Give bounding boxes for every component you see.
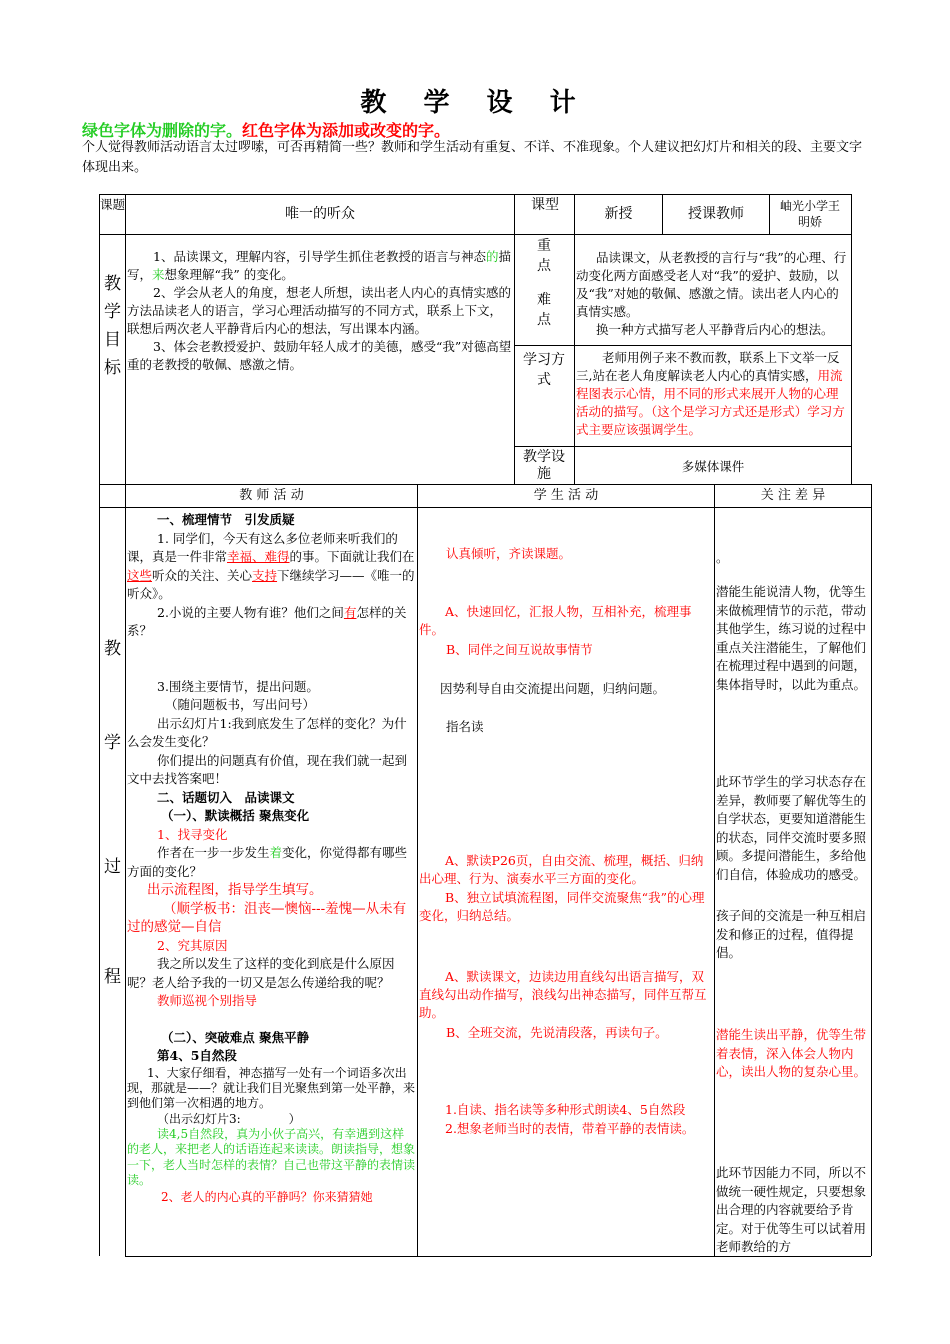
lesson-type: 新授: [604, 206, 633, 222]
method-label: 学习方式: [523, 352, 565, 388]
process-label-3: 过: [104, 857, 121, 877]
focus-3: 孩子间的交流是一种互相启发和修正的过程，值得提倡。: [716, 908, 867, 960]
goals-text: 1、品读课文，理解内容，引导学生抓住老教授的语言与神态的描写，来想象理解“我” 的变化。 2、学会从老人的角度，想老人所想，读出老人内心的真情实感的方法品读老人的语言，学习心理活动描写的不同方式，联系上下文，联想后两次老人平静背后内心的想法，写出课本内涵。 3、体会老教授爱护、鼓励年轻人成才的美德，感受“我”对德高望重的老教授的敬佩、感激之情。: [127, 249, 512, 372]
notice-red: 红色字体为添加或改变的字。: [242, 121, 451, 140]
reviewer-comment: 个人觉得教师活动语言太过啰嗦，可否再精简一些？教师和学生活动有重复、不详、不准现象。个人建议把幻灯片和相关的段、主要文字体现出来。: [82, 140, 863, 175]
facility-value: 多媒体课件: [681, 459, 745, 474]
notice-green: 绿色字体为删除的字。: [82, 121, 243, 140]
focus-2: 此环节学生的学习状态存在差异，教师要了解优等生的自学状态，更要知道潜能生的状态，同伴交流时要多照顾。多提问潜能生，多给他们自信，体验成功的感受。: [716, 774, 867, 882]
goals-label: 教 学 目 标: [104, 274, 121, 378]
teacher-activity-header: 教 师 活 动: [239, 488, 304, 503]
student-activity-6: A、默读P26页，自由交流、梳理，概括、归纳出心理、行为、演奏水平三方面的变化。: [419, 853, 704, 886]
lesson-title: 唯一的听众: [285, 206, 355, 222]
process-label-1: 教: [104, 639, 121, 659]
kexing-label: 课型: [531, 197, 559, 213]
focus-1: 潜能生能说清人物，优等生来做梳理情节的示范，带动其他学生，练习说的过程中重点关注潜能生，了解他们在梳理过程中遇到的问题， 集体指导时，以此为重点。: [716, 584, 867, 692]
student-activity-5: 指名读: [446, 719, 484, 734]
focus-4: 潜能生读出平静，优等生带着表情，深入体会人物内心，读出人物的复杂心里。: [716, 1027, 867, 1079]
focus-5: 此环节因能力不同，所以不做统一硬性规定，只要想象出合理的内容就要给予肯定。对于优等生可以试着用老师教给的方: [716, 1165, 867, 1254]
student-activity-10: 1.自读、指名读等多种形式朗读4、5自然段: [445, 1102, 686, 1117]
keti-label: 课题: [100, 197, 126, 212]
facility-label: 教学设施: [523, 449, 565, 482]
process-label-4: 程: [104, 967, 121, 987]
method-text: 老师用例子来不教而教，联系上下文举一反三,站在老人角度解读老人内心的真情实感，用流程图表示心情，用不同的形式来展开人物的心理活动的描写。（这个是学习方式还是形式）学习方式主要应该强调学生。: [576, 350, 845, 437]
student-activity-3: B、同伴之间互说故事情节: [446, 642, 593, 657]
student-activity-header: 学 生 活 动: [533, 488, 599, 503]
student-activity-9: B、全班交流，先说清段落，再读句子。: [446, 1025, 668, 1040]
teacher-activity: 一、梳理情节 引发质疑 1. 同学们，今天有这么多位老师来听我们的课，真是一件非常幸福、难得的事。下面就让我们在这些听众的关注、关心支持下继续学习——《唯一的听众》。 2.小说的主要人物有谁？他们之间有怎样的关系？ 3.围绕主要情节，提出问题。 （随问题板书，写出问号） 出示幻灯片1:我到底发生了怎样的变化？为什么会发生变化？ 你们提出的问题真有价值，现在我们就一起到文中去找答案吧！ 二、话题切入 品读课文 （一）、默读概括 聚焦变化 1、找寻变化 作者在一步一步发生着变化，你觉得都有哪些方面的变化？ 出示流程图，指导学生填写。 （顺学板书：沮丧—懊恼---羞愧—从未有过的感觉—自信 2、究其原因 我之所以发生了这样的变化到底是什么原因呢？老人给予我的一切又是怎么传递给我的呢？ 教师巡视个别指导 （二）、突破难点 聚焦平静 第4、5自然段 1、大家仔细看，神态描写一处有一个词语多次出现，那就是——？就让我们目光聚焦到第一处平静，来到他们第一次相遇的地方。 （出示幻灯片3: ） 读4,5自然段，真为小伙子高兴，有幸遇到这样的老人，来把老人的话语连起来读读。朗读指导，想象一下，老人当时怎样的表情？自己也带这平静的表情读读。 2、老人的内心真的平静吗？你来猜猜她: [127, 512, 416, 1204]
keypoint-label: 重点 难点: [537, 238, 551, 328]
student-activity-1: 认真倾听，齐读课题。: [446, 546, 572, 561]
focus-header: 关 注 差 异: [760, 488, 826, 503]
keypoint-text: 品读课文，从老教授的言行与“我”的心理、行动变化两方面感受老人对“我”的爱护、鼓励，以及“我”对她的敬佩、感激之情。读出老人内心的真情实感。 换一种方式描写老人平静背后内心的想法。: [576, 250, 847, 337]
page-title: 教 学 设 计: [360, 88, 590, 118]
process-label-2: 学: [104, 733, 121, 753]
focus-0: 。: [716, 550, 729, 565]
student-activity-8: A、默读课文，边读边用直线勾出语言描写，双直线勾出动作描写，浪线勾出神态描写，同伴互帮互助。: [419, 969, 707, 1020]
teacher-name: 岫光小学王明娇: [779, 199, 840, 229]
teacher-label: 授课教师: [688, 206, 744, 222]
student-activity-4: 因势利导自由交流提出问题，归纳问题。: [440, 681, 666, 696]
student-activity-2: A、快速回忆，汇报人物，互相补充，梳理事件。: [419, 604, 692, 637]
student-activity-11: 2.想象老师当时的表情，带着平静的表情读。: [445, 1121, 695, 1136]
student-activity-7: B、独立试填流程图，同伴交流聚焦“我”的心理变化，归纳总结。: [419, 890, 705, 923]
